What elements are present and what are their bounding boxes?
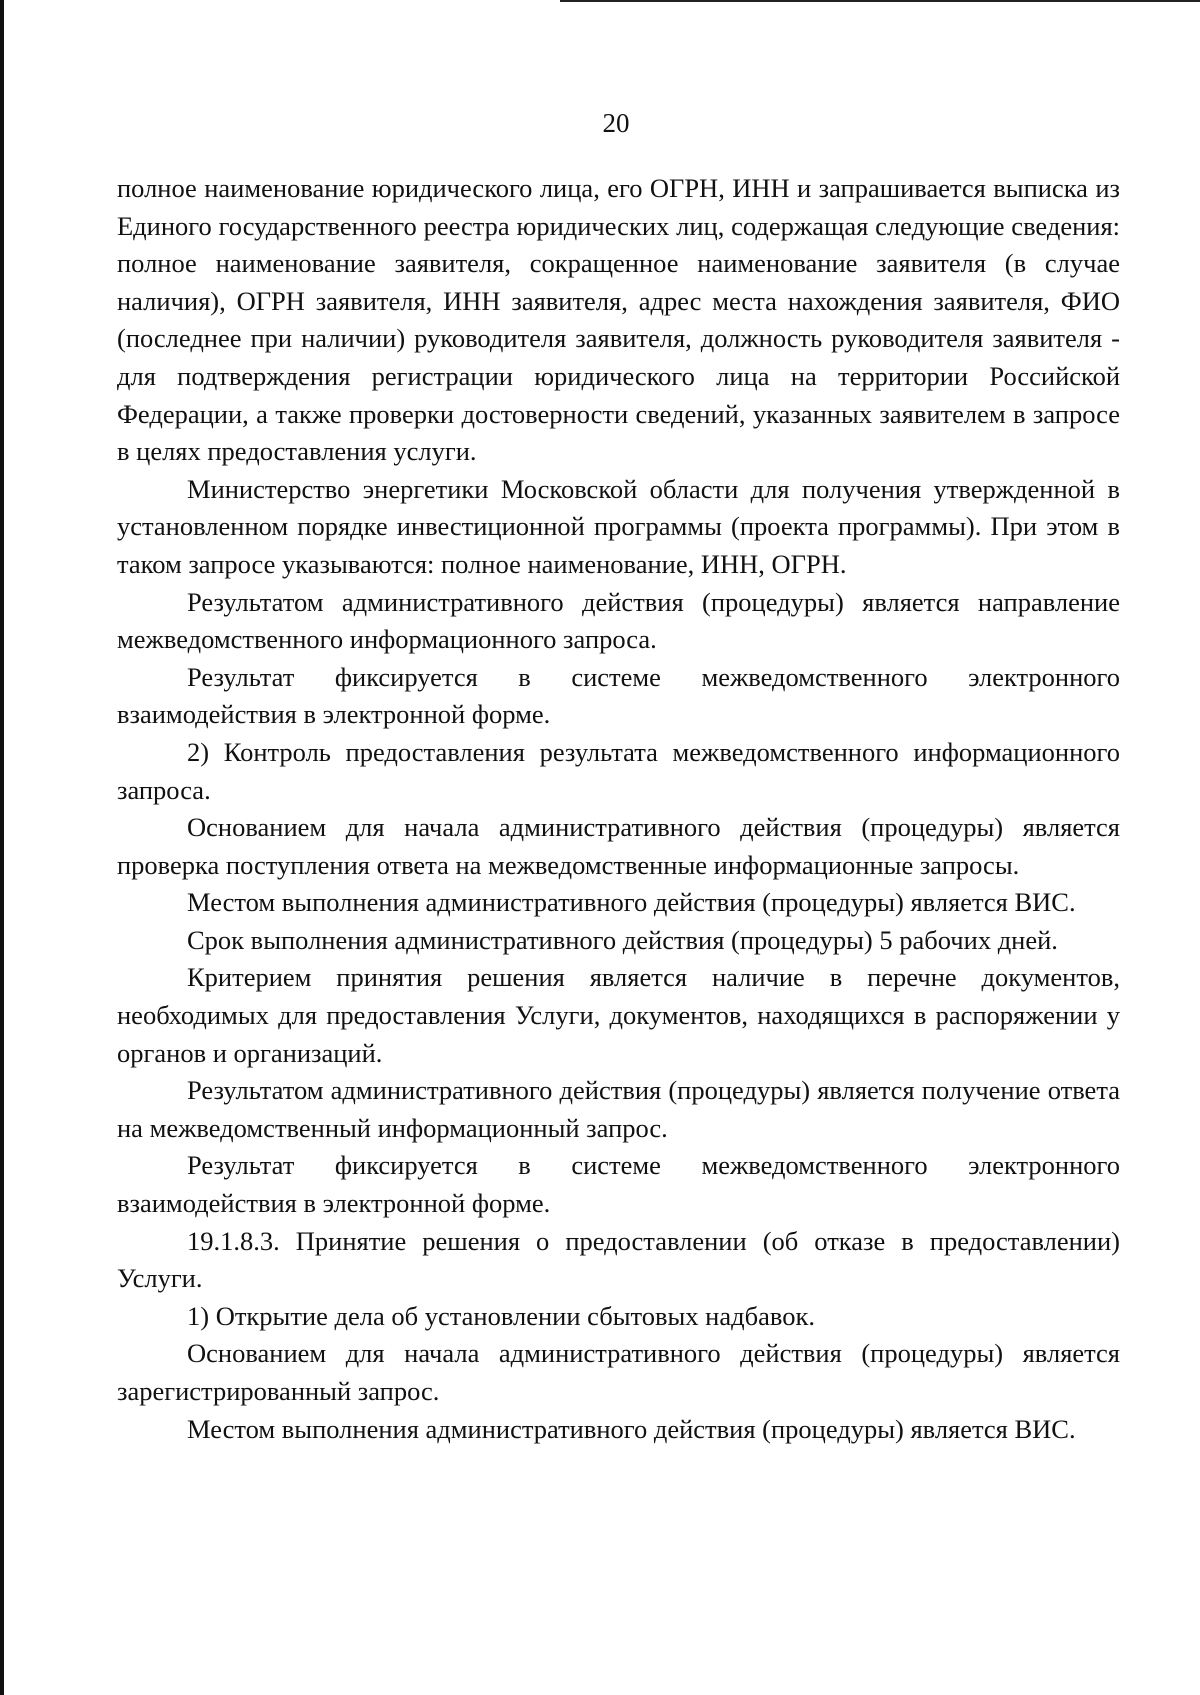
paragraph-open-case: 1) Открытие дела об установлении сбытовых надбавок. [187, 1300, 815, 1331]
scan-edge-top [560, 0, 1200, 2]
paragraph-basis-registered: Основанием для начала административного действия (процедуры) является зарегистрированный запрос. [117, 1338, 1120, 1406]
paragraph-control-step: 2) Контроль предоставления результата межведомственного информационного запроса. [117, 736, 1120, 805]
paragraph-ministry-request: Министерство энергетики Московской области для получения утвержденной в установленном порядке инвестиционной программы (проекта программы). При этом в таком запросе указываются: полное наименование, ИНН, ОГРН. [117, 473, 1120, 579]
paragraph-criterion: Критерием принятия решения является наличие в перечне документов, необходимых для предоставления Услуги, документов, находящихся в распоряжении у органов и организаций. [117, 962, 1120, 1068]
paragraph-continuation: полное наименование юридического лица, его ОГРН, ИНН и запрашивается выписка из Единого государственного реестра юридических лиц, содержащая следующие сведения: полное наименование заявителя, сокращенное наименование заявителя (в случае наличия), ОГРН заявителя, ИНН заявителя, адрес места нахождения заявителя, ФИО (последнее при наличии) руководителя заявителя, должность руководителя заявителя - для подтверждения регистрации юридического лица на территории Российской Федерации, а также проверки достоверности сведений, указанных заявителем в запросе в целях предоставления услуги. [117, 173, 1120, 467]
paragraph-result-fixed-2: Результат фиксируется в системе межведомственного электронного взаимодействия в электронной форме. [117, 1150, 1120, 1219]
paragraph-place-vis-2: Местом выполнения административного действия (процедуры) является ВИС. [187, 1413, 1076, 1444]
paragraph-result-response: Результатом административного действия (процедуры) является получение ответа на межведомственный информационный запрос. [117, 1075, 1120, 1143]
paragraph-section-heading: 19.1.8.3. Принятие решения о предоставлении (об отказе в предоставлении) Услуги. [117, 1225, 1120, 1294]
paragraph-basis-check: Основанием для начала административного действия (процедуры) является проверка поступления ответа на межведомственные информационные запросы. [117, 812, 1120, 880]
document-body [117, 170, 1120, 1448]
scan-edge-left [0, 0, 4, 1695]
paragraph-result-fixed: Результат фиксируется в системе межведомственного электронного взаимодействия в электронной форме. [117, 661, 1120, 730]
paragraph-result-request: Результатом административного действия (процедуры) является направление межведомственного информационного запроса. [117, 586, 1120, 655]
page-number: 20 [602, 108, 630, 138]
paragraph-place-vis: Местом выполнения административного действия (процедуры) является ВИС. [187, 887, 1076, 918]
paragraph-deadline: Срок выполнения административного действия (процедуры) 5 рабочих дней. [187, 924, 1058, 955]
